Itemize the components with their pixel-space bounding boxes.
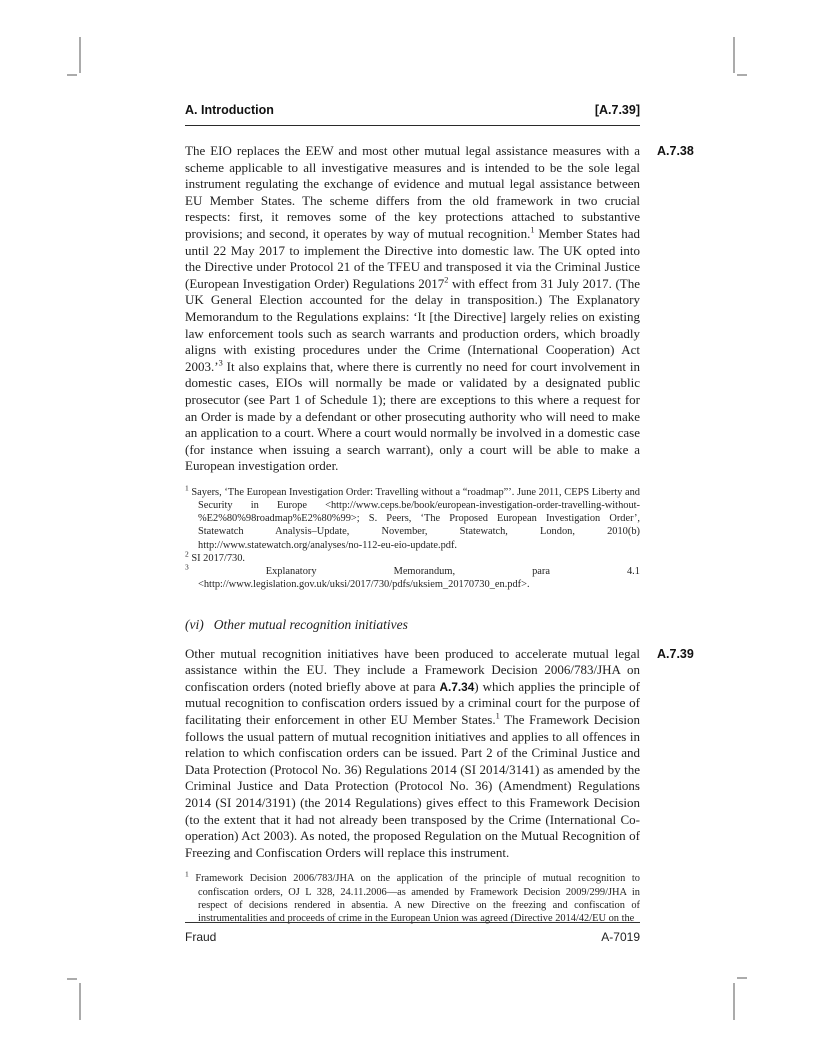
paragraph-block-a7-39 [185,645,694,862]
paragraph-a7-39-text: Other mutual recognition initiatives have been produced to accelerate mutual legal assistance within the EU. They include a Framework Decision 2006/783/JHA on confiscation orders (noted briefly above at para A.7.34) which applies the principle of mutual recognition to confiscation orders issued by a criminal court for the purpose of facilitating their enforcement in other EU Member States.$^1$ The Framework Decision follows the usual pattern of mutual recognition initiatives and applies to all offences in relation to which confiscation orders can be issued. Part 2 of the Criminal Justice and Data Protection (Protocol No. 36) Regulations 2014 (SI 2014/3141) as amended by the Criminal Justice and Data Protection (Protocol No. 36) (Amendment) Regulations 2014 (SI 2014/3191) (the 2014 Regulations) gives effect to this Framework Decision (to the extent that it had not already been transposed by the Crime (International Co-operation) Act 2003). As noted, the proposed Regulation on the Mutual Recognition of Freezing and Confiscation Orders will replace this instrument. [185,645,640,860]
footnote-block-1 [185,483,641,592]
footnote-1 [185,483,641,552]
footnote-3 [185,562,640,591]
paragraph-a7-38-text: The EIO replaces the EEW and most other mutual legal assistance measures with a scheme applicable to all investigative measures and is intended to be the sole legal instrument regulating the exchange of evidence and mutual legal assistance between EU Member States. The scheme differs from the old framework in two crucial respects: first, it removes some of the key protections attached to substantive provisions; and second, it operates by way of mutual recognition.$^1$ Member States had until 22 May 2017 to implement the Directive into domestic law. The UK opted into the Directive under Protocol 21 of the TFEU and transposed it via the Criminal Justice (European Investigation Order) Regulations 2017$^2$ with effect from 31 July 2017. (The UK General Election accounted for the delay in transposition.) The Explanatory Memorandum to the Regulations explains: ‘It [the Directive] largely relies on existing law enforcement tools such as search warrants and production orders, which broadly aligns with existing procedures under the Crime (International Cooperation) Act 2003.’$^3$ It also explains that, where there is currently no need for court involvement in domestic cases, EIOs will normally be made or validated by a designated public prosecutor (see Part 1 of Schedule 1); there are exceptions to this where a request for an Order is made by a defendant or other prosecuting authority who will need to make an application to a court. Where a court would normally be involved in a domestic case (for instance when issuing a search warrant), only a court will be able to make a European investigation order. [185,143,640,474]
subsection-number: (vi) [185,616,204,632]
running-footer-page-number: A-7019 [601,930,640,944]
footnote-1-marker: 1 [185,483,189,493]
margin-note-a7-38: A.7.38 [657,144,694,158]
crop-mark-bottom-right-horizontal [737,977,747,979]
subsection-title: Other mutual recognition initiatives [213,616,408,632]
running-header-paragraph-ref: [A.7.39] [594,103,640,117]
crop-mark-top-right-vertical [733,37,735,73]
text-column [185,103,694,925]
footnote-3-marker: 3 [185,562,189,572]
crop-mark-top-left-horizontal [67,74,77,76]
crop-mark-top-right-horizontal [737,74,747,76]
footnote-2-text: SI 2017/730. [191,552,246,564]
running-footer [185,922,640,944]
footnote-2 [185,549,640,565]
crop-mark-bottom-left-vertical [79,983,81,1020]
crop-mark-bottom-left-horizontal [67,978,77,980]
footnote-3-text: Explanatory Memorandum, para 4.1 <http://www.legislation.gov.uk/uksi/2017/730/pdfs/uksiem_20170730_en.pdf>. [198,566,640,591]
running-header [185,103,640,126]
margin-note-a7-39: A.7.39 [657,646,694,661]
footnote-2-marker: 2 [185,549,189,559]
footnote-4-marker: 1 [185,869,189,879]
paragraph-block-a7-38 [185,143,694,475]
footnote-block-2 [185,869,640,925]
running-footer-title: Fraud [185,930,217,944]
crop-mark-bottom-right-vertical [733,983,735,1020]
footnote-1-text: Sayers, ‘The European Investigation Order: Travelling without a “roadmap”’. June 2011, CEPS Liberty and Security in Europe <http://www.ceps.be/book/european-investigation-order-travelling-without-%E2%80%98roadmap%E2%80%99>; S. Peers, ‘The Proposed European Investigation Order’, Statewatch Analysis–Update, November, Statewatch, London, 2010(b) http://www.statewatch.org/analyses/no-112-eu-eio-update.pdf. [191,486,641,551]
subsection-heading [185,617,640,633]
footnote-4-text: Framework Decision 2006/783/JHA on the application of the principle of mutual recognition to confiscation orders, OJ L 328, 24.11.2006—as amended by Framework Decision 2009/299/JHA in respect of decisions rendered in absentia. A new Directive on the freezing and confiscation of instrumentalities and proceeds of crime in the European Union was agreed (Directive 2014/42/EU on the [195,873,640,925]
footnote-4 [185,869,640,925]
running-header-section-title: A. Introduction [185,103,274,117]
crop-mark-top-left-vertical [79,37,81,73]
